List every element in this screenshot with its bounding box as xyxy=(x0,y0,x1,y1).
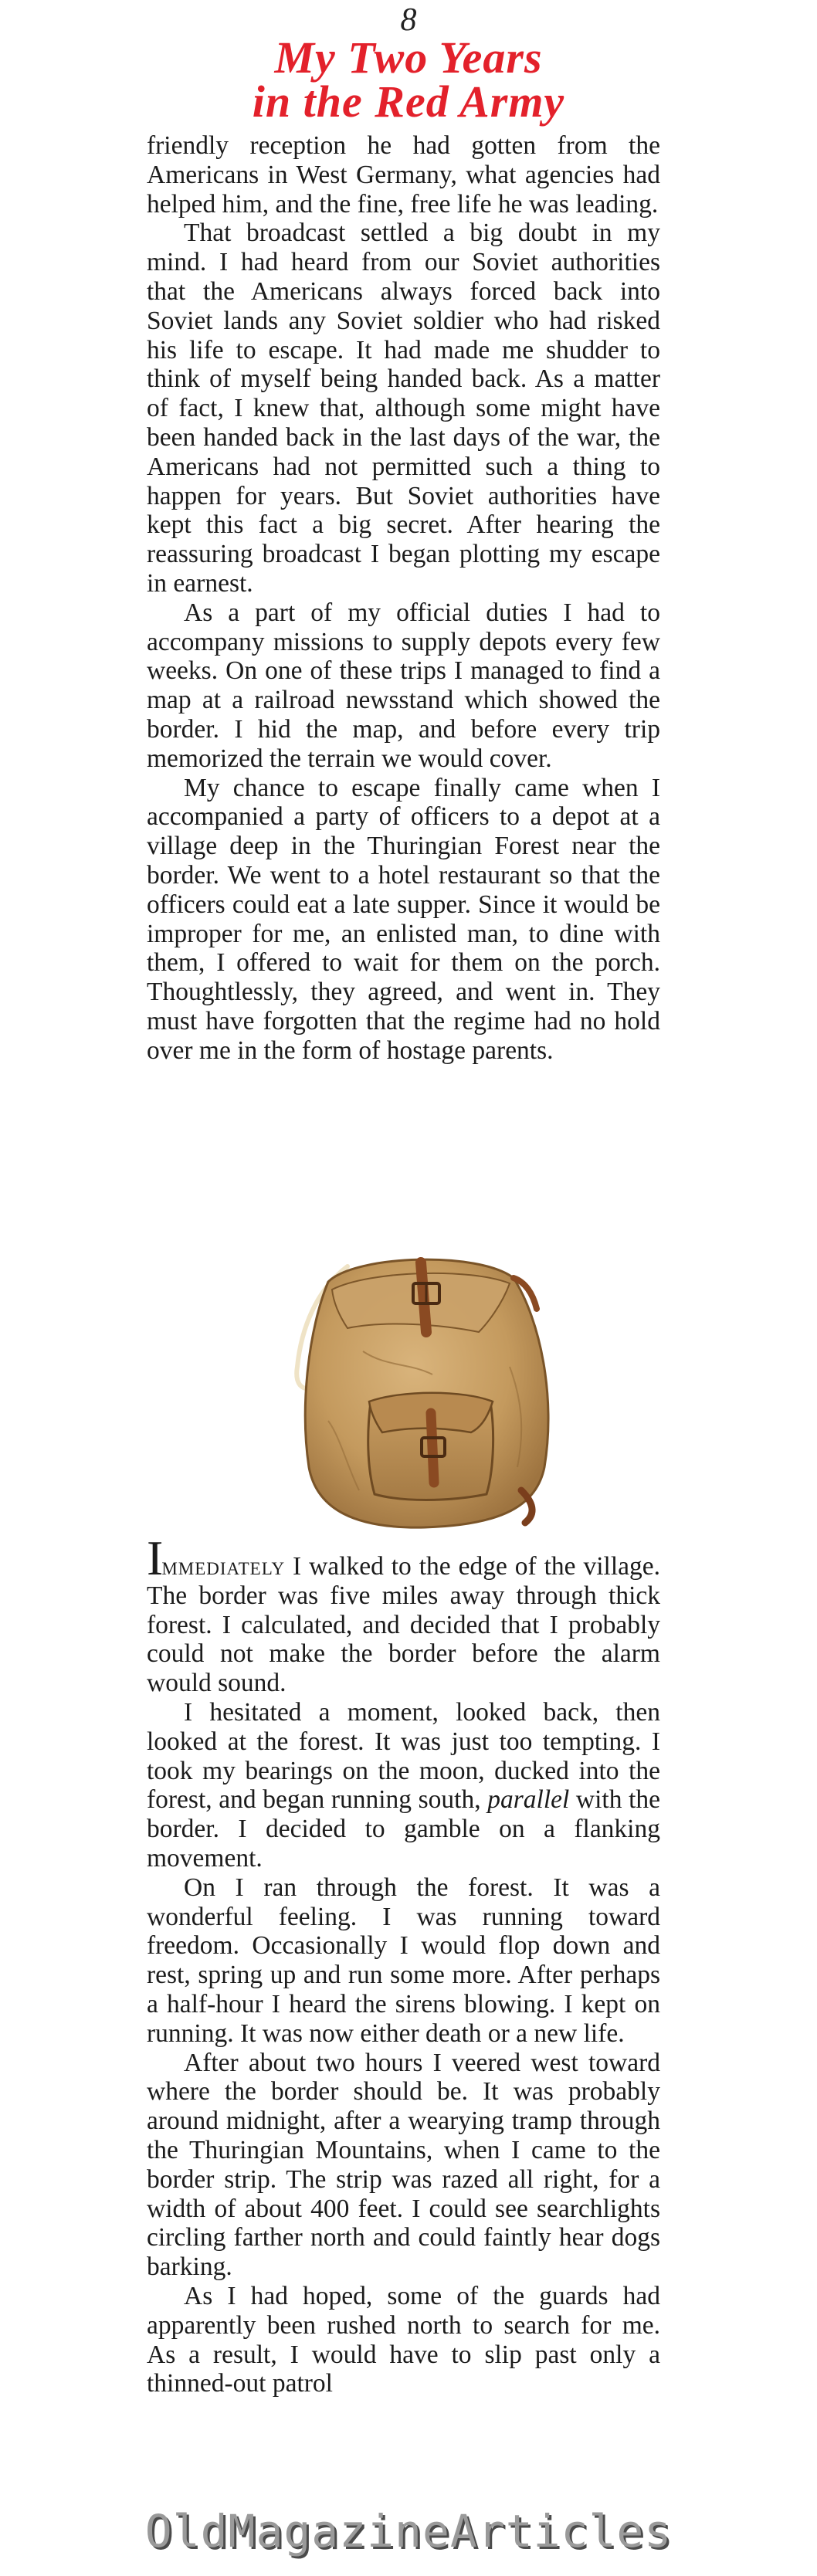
backpack-illustration xyxy=(255,1235,579,1544)
paragraph-text: I walked to the edge of the village. The border was five miles away through thick forest. I calculated, and decided that I probably could not make the border before the alarm would sound. xyxy=(147,1552,660,1698)
paragraph-opening xyxy=(147,1530,660,1698)
paragraph-text: I hesitated a moment, looked back, then looked at the forest. It was just too tempting. I took my bearings on the moon, ducked into the forest, and began running south, xyxy=(147,1697,660,1815)
paragraph: My chance to escape finally came when I accompanied a party of officers to a depot at a village deep in the Thuringian Forest near the border. We went to a hotel restaurant so that the officers could eat a late supper. Since it would be improper for me, an enlisted man, to dine with them, I offered to wait for them on the porch. Thoughtlessly, they agreed, and went in. They must have forgotten that the regime had no hold over me in the form of hostage parents. xyxy=(147,773,660,1065)
paragraph: As a part of my official duties I had to accompany missions to supply depots every few weeks. On one of these trips I managed to find a map at a railroad newsstand which showed the border. I hid the map, and before every trip memorized the terrain we would cover. xyxy=(147,598,660,773)
paragraph: On I ran through the forest. It was a wonderful feeling. I was running toward freedom. Occasionally I would flop down and rest, spring up and run some more. After perhaps a half-hour I heard the sirens blowing. I kept on running. It was now either death or a new life. xyxy=(147,1873,660,2048)
drop-cap: I xyxy=(147,1530,162,1585)
small-caps-lead: mmediately xyxy=(161,1552,286,1581)
paragraph: friendly reception he had gotten from the Americans in West Germany, what agencies had helped him, and the fine, free life he was leading. xyxy=(147,131,660,219)
upper-column xyxy=(147,131,660,1066)
paragraph-text: with the border. I decided to gamble on a flanking movement. xyxy=(147,1785,660,1873)
paragraph xyxy=(147,1698,660,1873)
watermark-footer: OldMagazineArticles xyxy=(144,2505,673,2557)
paragraph: As I had hoped, some of the guards had apparently been rushed north to search for me. As a result, I would have to slip past only a thinned-out patrol xyxy=(147,2281,660,2398)
page-number: 8 xyxy=(400,2,417,38)
paragraph: After about two hours I veered west toward where the border should be. It was probably around midnight, after a wearying tramp through the Thuringian Mountains, when I came to the border strip. The strip was razed all right, for a width of about 400 feet. I could see searchlights circling farther north and could faintly hear dogs barking. xyxy=(147,2048,660,2282)
lower-column xyxy=(147,1530,660,2398)
paragraph: That broadcast settled a big doubt in my mind. I had heard from our Soviet authorities that the Americans always forced back into Soviet lands any Soviet soldier who had risked his life to escape. It had made me shudder to think of myself being handed back. As a matter of fact, I knew that, although some might have been handed back in the last days of the war, the Americans had not permitted such a thing to happen for years. But Soviet authorities have kept this fact a big secret. After hearing the reassuring broadcast I began plotting my escape in earnest. xyxy=(147,219,660,598)
article-title-line-2: in the Red Army xyxy=(252,76,565,127)
emphasis-word: parallel xyxy=(487,1785,570,1815)
article-title-line-1: My Two Years xyxy=(274,32,543,83)
